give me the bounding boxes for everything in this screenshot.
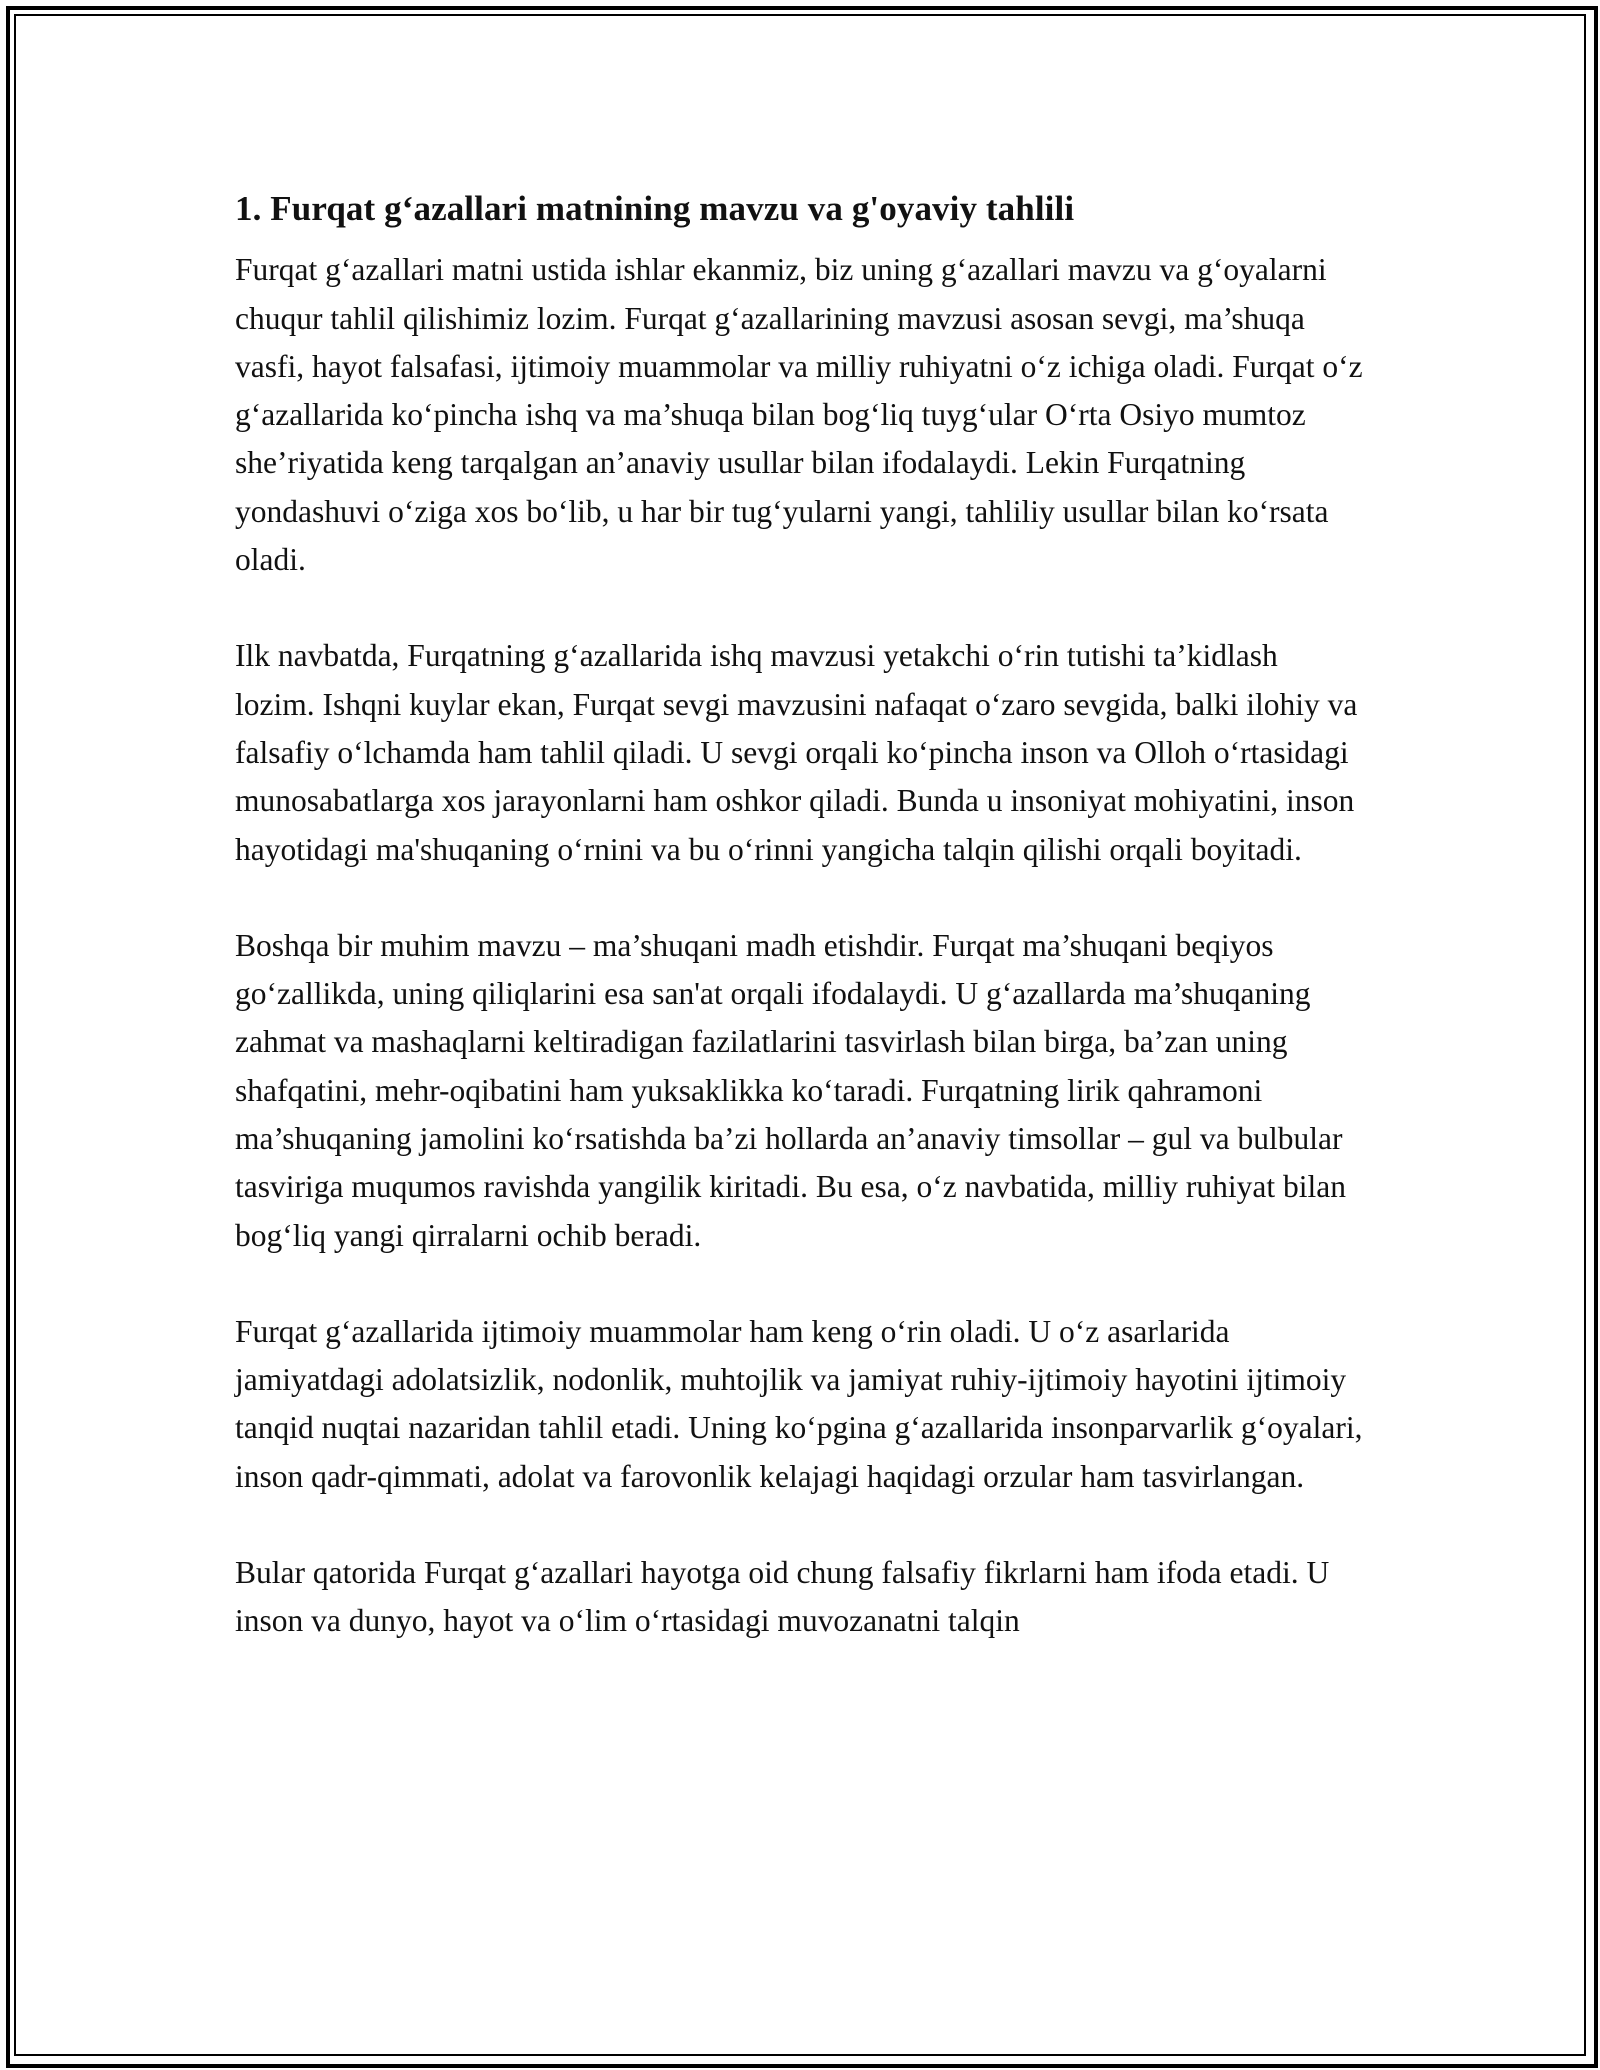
section-heading: 1. Furqat g‘azallari matnining mavzu va g'oyaviy tahlili [235,189,1075,228]
paragraph: Boshqa bir muhim mavzu – ma’shuqani madh etishdir. Furqat ma’shuqani beqiyos go‘zallikda, uning qiliqlarini esa san'at orqali ifodalaydi. U g‘azallarda ma’shuqaning zahmat va mashaqlarni keltiradigan fazilatlarini tasvirlash bilan birga, ba’zan uning shafqatini, mehr-oqibatini ham yuksaklikka ko‘taradi. Furqatning lirik qahramoni ma’shuqaning jamolini ko‘rsatishda ba’zi hollarda an’anaviy timsollar – gul va bulbular tasviriga muqumos ravishda yangilik kiritadi. Bu esa, o‘z navbatida, milliy ruhiyat bilan bog‘liq yangi qirralarni ochib beradi. [235,927,1347,1253]
paragraph: Bular qatorida Furqat g‘azallari hayotga oid chung falsafiy fikrlarni ham ifoda etadi. U inson va dunyo, hayot va o‘lim o‘rtasidagi muvozanatni talqin [235,1555,1330,1639]
paragraph: Furqat g‘azallarida ijtimoiy muammolar ham keng o‘rin oladi. U o‘z asarlarida jamiyatdagi adolatsizlik, nodonlik, muhtojlik va jamiyat ruhiy-ijtimoiy hayotini ijtimoiy tanqid nuqtai nazaridan tahlil etadi. Uning ko‘pgina g‘azallarida insonparvarlik g‘oyalari, inson qadr-qimmati, adolat va farovonlik kelajagi haqidagi orzular ham tasvirlangan. [235,1313,1363,1494]
document-body [235,185,1365,1694]
paragraph: Furqat g‘azallari matni ustida ishlar ekanmiz, biz uning g‘azallari mavzu va g‘oyalarni chuqur tahlil qilishimiz lozim. Furqat g‘azallarining mavzusi asosan sevgi, ma’shuqa vasfi, hayot falsafasi, ijtimoiy muammolar va milliy ruhiyatni o‘z ichiga oladi. Furqat o‘z g‘azallarida ko‘pincha ishq va ma’shuqa bilan bog‘liq tuyg‘ular O‘rta Osiyo mumtoz she’riyatida keng tarqalgan an’anaviy usullar bilan ifodalaydi. Lekin Furqatning yondashuvi o‘ziga xos bo‘lib, u har bir tug‘yularni yangi, tahliliy usullar bilan ko‘rsata oladi. [235,252,1363,578]
paragraph: Ilk navbatda, Furqatning g‘azallarida ishq mavzusi yetakchi o‘rin tutishi ta’kidlash lozim. Ishqni kuylar ekan, Furqat sevgi mavzusini nafaqat o‘zaro sevgida, balki ilohiy va falsafiy o‘lchamda ham tahlil qiladi. U sevgi orqali ko‘pincha inson va Olloh o‘rtasidagi munosabatlarga xos jarayonlarni ham oshkor qiladi. Bunda u insoniyat mohiyatini, inson hayotidagi ma'shuqaning o‘rnini va bu o‘rinni yangicha talqin qilishi orqali boyitadi. [235,638,1358,867]
